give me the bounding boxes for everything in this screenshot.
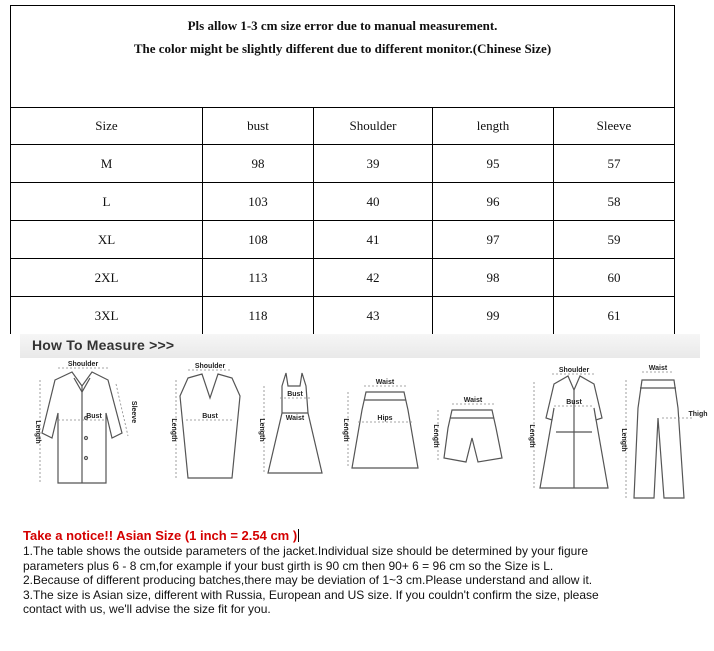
label-shoulder: Shoulder	[67, 361, 99, 368]
note-line: parameters plus 6 - 8 cm,for example if your bust girth is 90 cm then 90+ 6 = 96 cm so the Size is L.	[23, 558, 554, 573]
table-row	[11, 221, 675, 259]
label-shoulder: Shoulder	[558, 367, 590, 374]
notice-cell	[11, 6, 675, 108]
how-to-measure-section	[0, 334, 714, 516]
cell-bust: 113	[203, 259, 314, 297]
notes-title	[23, 528, 683, 544]
coat-illustration	[534, 374, 608, 488]
label-waist: Waist	[375, 379, 395, 386]
label-length: Length	[342, 418, 349, 442]
label-length: Length	[620, 428, 627, 452]
cell-shoulder: 42	[314, 259, 433, 297]
cell-bust: 108	[203, 221, 314, 259]
label-length: Length	[34, 420, 41, 444]
label-waist: Waist	[463, 397, 483, 404]
table-row	[11, 259, 675, 297]
cell-sleeve: 60	[554, 259, 675, 297]
note-line: contact with us, we'll advise the size fit for you.	[23, 602, 271, 616]
measurement-illustrations	[0, 358, 714, 516]
cell-shoulder: 40	[314, 183, 433, 221]
cell-size: 2XL	[11, 259, 203, 297]
cell-size: XL	[11, 221, 203, 259]
jacket-illustration	[40, 368, 128, 483]
label-length: Length	[258, 418, 265, 442]
cell-bust: 103	[203, 183, 314, 221]
cell-size: L	[11, 183, 203, 221]
cell-length: 97	[433, 221, 554, 259]
header-bust: bust	[203, 108, 314, 145]
notice-row	[11, 6, 675, 108]
cell-sleeve: 58	[554, 183, 675, 221]
table-row	[11, 297, 675, 335]
label-hips: Hips	[377, 415, 393, 422]
label-thigh: Thigh	[688, 411, 708, 418]
cell-length: 95	[433, 145, 554, 183]
header-shoulder: Shoulder	[314, 108, 433, 145]
dress-illustration	[264, 373, 322, 473]
header-length: length	[433, 108, 554, 145]
label-bust: Bust	[202, 413, 218, 420]
cell-shoulder: 39	[314, 145, 433, 183]
note-line: 2.Because of different producing batches,there may be deviation of 1~3 cm.Please understand and allow it.	[23, 573, 593, 587]
label-length: Length	[432, 424, 439, 448]
table-row	[11, 145, 675, 183]
cell-sleeve: 57	[554, 145, 675, 183]
size-notes	[23, 528, 683, 617]
cell-bust: 98	[203, 145, 314, 183]
cell-length: 96	[433, 183, 554, 221]
label-length: Length	[170, 418, 177, 442]
cell-sleeve: 59	[554, 221, 675, 259]
label-waist: Waist	[648, 365, 668, 372]
notice-line-2: The color might be slightly different due to different monitor.(Chinese Size)	[133, 41, 552, 56]
cell-shoulder: 43	[314, 297, 433, 335]
cell-length: 99	[433, 297, 554, 335]
how-to-measure-title: How To Measure >>>	[32, 337, 175, 353]
notes-title-text: Take a notice!! Asian Size (1 inch = 2.54 cm )	[23, 528, 298, 543]
label-bust: Bust	[86, 413, 102, 420]
pants-illustration	[626, 372, 694, 498]
label-shoulder: Shoulder	[194, 363, 226, 370]
note-line: 1.The table shows the outside parameters of the jacket.Individual size should be determined by your figure	[23, 544, 588, 558]
size-table	[10, 5, 675, 335]
cell-size: M	[11, 145, 203, 183]
label-bust: Bust	[287, 391, 303, 398]
label-sleeve: Sleeve	[130, 400, 137, 424]
skirt-illustration	[348, 386, 418, 468]
label-length: Length	[528, 424, 535, 448]
cell-bust: 118	[203, 297, 314, 335]
label-waist: Waist	[285, 415, 305, 422]
header-sleeve: Sleeve	[554, 108, 675, 145]
notice-line-1: Pls allow 1-3 cm size error due to manual measurement.	[187, 18, 498, 33]
table-row	[11, 183, 675, 221]
label-bust: Bust	[566, 399, 582, 406]
cell-length: 98	[433, 259, 554, 297]
table-header-row	[11, 108, 675, 145]
cell-shoulder: 41	[314, 221, 433, 259]
note-line: 3.The size is Asian size, different with Russia, European and US size. If you couldn't confirm the size, please	[23, 587, 599, 602]
header-size: Size	[11, 108, 203, 145]
cell-size: 3XL	[11, 297, 203, 335]
shorts-illustration	[438, 404, 502, 462]
text-caret	[298, 529, 299, 542]
cell-sleeve: 61	[554, 297, 675, 335]
how-to-measure-header	[20, 334, 700, 358]
vneck-top-illustration	[176, 370, 240, 478]
